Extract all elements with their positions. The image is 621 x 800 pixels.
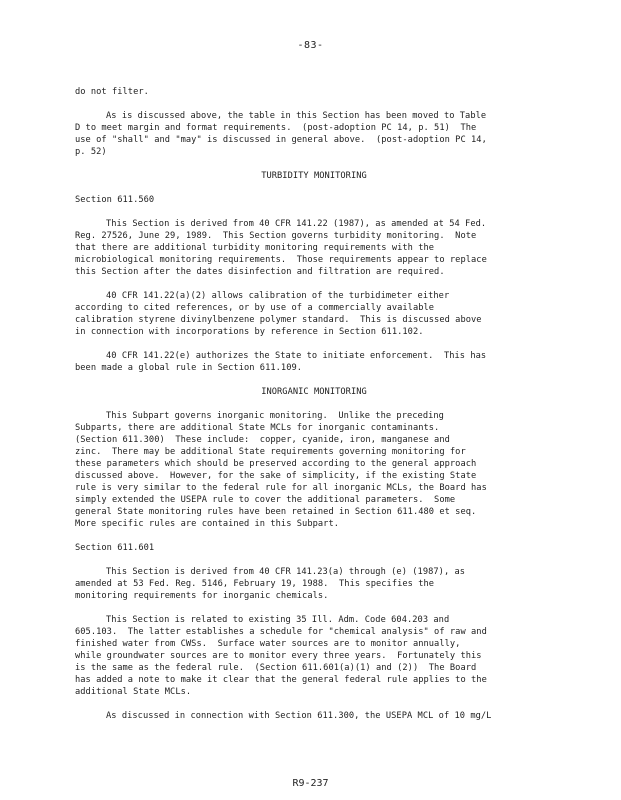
text-line: these parameters which should be preserved according to the general approach: [75, 459, 477, 469]
block-spacer: [75, 602, 553, 614]
text-line: microbiological monitoring requirements. Those requirements appear to replace: [75, 255, 487, 265]
text-line: Reg. 27526, June 29, 1989. This Section governs turbidity monitoring. Note: [75, 231, 477, 241]
block-spacer: [75, 398, 553, 410]
paragraph: [75, 566, 553, 602]
text-line: This Section is related to existing 35 Ill. Adm. Code 604.203 and: [106, 615, 450, 625]
text-line: Section 611.601: [75, 543, 155, 553]
block-spacer: [75, 530, 553, 542]
text-line: calibration styrene divinylbenzene polymer standard. This is discussed above: [75, 315, 482, 325]
text-line: is the same as the federal rule. (Section 611.601(a)(1) and (2)) The Board: [75, 663, 477, 673]
text-line: INORGANIC MONITORING: [261, 387, 367, 397]
text-line: additional State MCLs.: [75, 687, 192, 697]
paragraph: [75, 110, 553, 158]
text-line: zinc. There may be additional State requirements governing monitoring for: [75, 447, 466, 457]
text-line: in connection with incorporations by reference in Section 611.102.: [75, 327, 424, 337]
paragraph: [75, 710, 553, 722]
block-spacer: [75, 278, 553, 290]
text-line: 605.103. The latter establishes a schedule for "chemical analysis" of raw and: [75, 627, 487, 637]
text-line: simply extended the USEPA rule to cover the additional parameters. Some: [75, 495, 456, 505]
text-line: As is discussed above, the table in this Section has been moved to Table: [106, 111, 487, 121]
text-line: p. 52): [75, 147, 107, 157]
text-line: use of "shall" and "may" is discussed in general above. (post-adoption PC 14,: [75, 135, 487, 145]
text-line: This Section is derived from 40 CFR 141.22 (1987), as amended at 54 Fed.: [106, 219, 487, 229]
text-line: finished water from CWSs. Surface water sources are to monitor annually,: [75, 639, 461, 649]
block-spacer: [75, 338, 553, 350]
text-line: Subparts, there are additional State MCLs for inorganic contaminants.: [75, 423, 440, 433]
paragraph: [75, 86, 553, 98]
text-line: while groundwater sources are to monitor every three years. Fortunately this: [75, 651, 482, 661]
document-body: [75, 86, 553, 722]
text-line: This Section is derived from 40 CFR 141.23(a) through (e) (1987), as: [106, 567, 466, 577]
text-line: This Subpart governs inorganic monitoring. Unlike the preceding: [106, 411, 444, 421]
text-line: 40 CFR 141.22(e) authorizes the State to initiate enforcement. This has: [106, 351, 487, 361]
text-line: amended at 53 Fed. Reg. 5146, February 19, 1988. This specifies the: [75, 579, 435, 589]
text-line: rule is very similar to the federal rule for all inorganic MCLs, the Board has: [75, 483, 487, 493]
paragraph: [75, 614, 553, 698]
paragraph: [75, 290, 553, 338]
section-heading: [75, 170, 553, 182]
block-spacer: [75, 698, 553, 710]
text-line: discussed above. However, for the sake of simplicity, if the existing State: [75, 471, 477, 481]
paragraph: [75, 350, 553, 374]
section-heading: [75, 386, 553, 398]
text-line: Section 611.560: [75, 195, 155, 205]
text-line: TURBIDITY MONITORING: [261, 171, 367, 181]
text-line: monitoring requirements for inorganic chemicals.: [75, 591, 329, 601]
block-spacer: [75, 158, 553, 170]
block-spacer: [75, 206, 553, 218]
text-line: according to cited references, or by use of a commercially available: [75, 303, 435, 313]
text-line: 40 CFR 141.22(a)(2) allows calibration of the turbidimeter either: [106, 291, 450, 301]
block-spacer: [75, 554, 553, 566]
section-label: [75, 542, 553, 554]
text-line: D to meet margin and format requirements. (post-adoption PC 14, p. 51) The: [75, 123, 477, 133]
section-label: [75, 194, 553, 206]
text-line: As discussed in connection with Section 611.300, the USEPA MCL of 10 mg/L: [106, 711, 492, 721]
text-line: More specific rules are contained in this Subpart.: [75, 519, 340, 529]
block-spacer: [75, 374, 553, 386]
text-line: has added a note to make it clear that the general federal rule applies to the: [75, 675, 487, 685]
text-line: do not filter.: [75, 87, 149, 97]
block-spacer: [75, 98, 553, 110]
paragraph: [75, 218, 553, 278]
page-footer: R9-237: [292, 778, 329, 789]
text-line: that there are additional turbidity monitoring requirements with the: [75, 243, 435, 253]
text-line: (Section 611.300) These include: copper, cyanide, iron, manganese and: [75, 435, 450, 445]
paragraph: [75, 410, 553, 530]
block-spacer: [75, 182, 553, 194]
text-line: general State monitoring rules have been retained in Section 611.480 et seq.: [75, 507, 477, 517]
text-line: this Section after the dates disinfection and filtration are required.: [75, 267, 445, 277]
page-header: -83-: [297, 40, 324, 51]
text-line: been made a global rule in Section 611.109.: [75, 363, 303, 373]
